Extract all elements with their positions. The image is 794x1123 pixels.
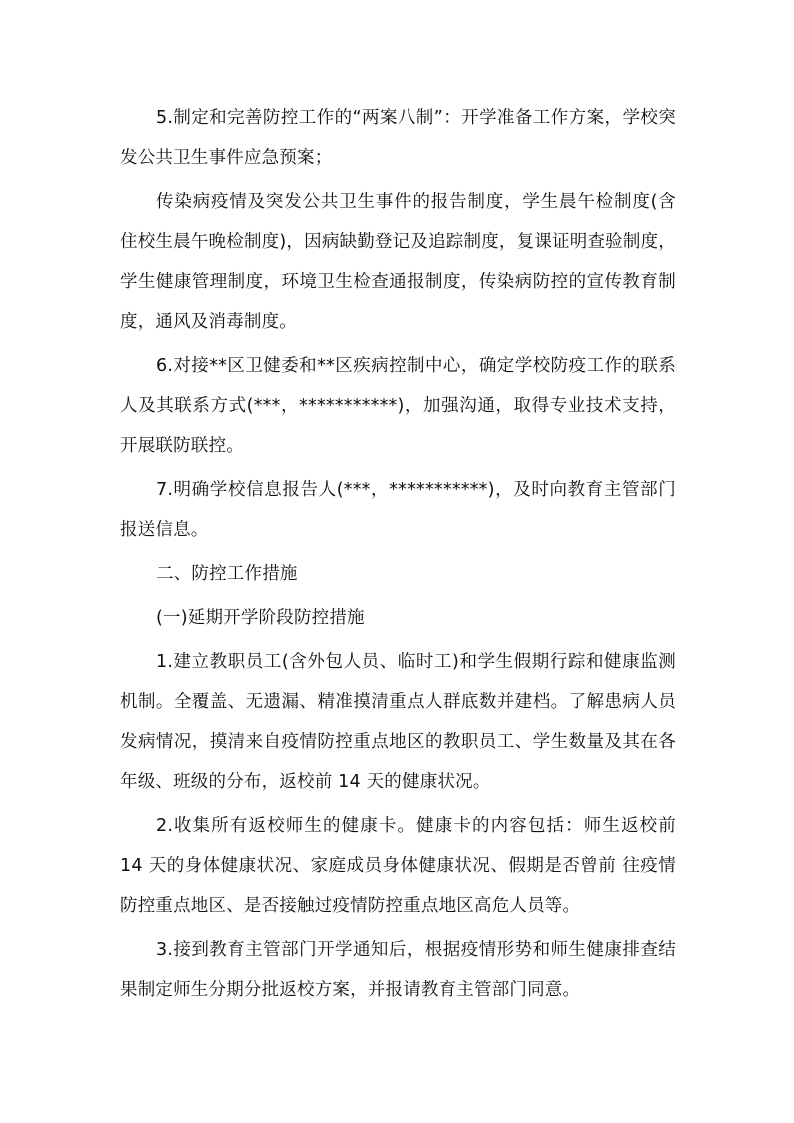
section-heading: 二、防控工作措施 xyxy=(156,564,298,584)
subsection-heading: (一)延期开学阶段防控措施 xyxy=(156,608,365,628)
paragraph-measure-3: 3.接到教育主管部门开学通知后，根据疫情形势和师生健康排查结果制定师生分期分批返校方案，并报请教育主管部门同意。 xyxy=(120,940,676,1000)
paragraph-measure-2: 2.收集所有返校师生的健康卡。健康卡的内容包括：师生返校前 14 天的身体健康状况、家庭成员身体健康状况、假期是否曾前 往疫情防控重点地区、是否接触过疫情防控重点地区高危人员等。 xyxy=(120,816,676,916)
paragraph-measure-1: 1.建立教职员工(含外包人员、临时工)和学生假期行踪和健康监测机制。全覆盖、无遗漏、精准摸清重点人群底数并建档。了解患病人员发病情况，摸清来自疫情防控重点地区的教职员工、学生数量及其在各年级、班级的分布，返校前 14 天的健康状况。 xyxy=(120,652,676,792)
document-body xyxy=(120,98,676,1010)
paragraph-item-6: 6.对接**区卫健委和**区疾病控制中心，确定学校防疫工作的联系人及其联系方式(***，***********)，加强沟通，取得专业技术支持，开展联防联控。 xyxy=(120,356,676,456)
paragraph-reporting-systems: 传染病疫情及突发公共卫生事件的报告制度，学生晨午检制度(含住校生晨午晚检制度)，因病缺勤登记及追踪制度，复课证明查验制度，学生健康管理制度，环境卫生检查通报制度，传染病防控的宣传教育制度，通风及消毒制度。 xyxy=(120,192,676,332)
paragraph-item-5: 5.制定和完善防控工作的“两案八制”：开学准备工作方案，学校突发公共卫生事件应急预案； xyxy=(120,108,676,168)
paragraph-item-7: 7.明确学校信息报告人(***，***********)，及时向教育主管部门报送信息。 xyxy=(120,480,676,540)
